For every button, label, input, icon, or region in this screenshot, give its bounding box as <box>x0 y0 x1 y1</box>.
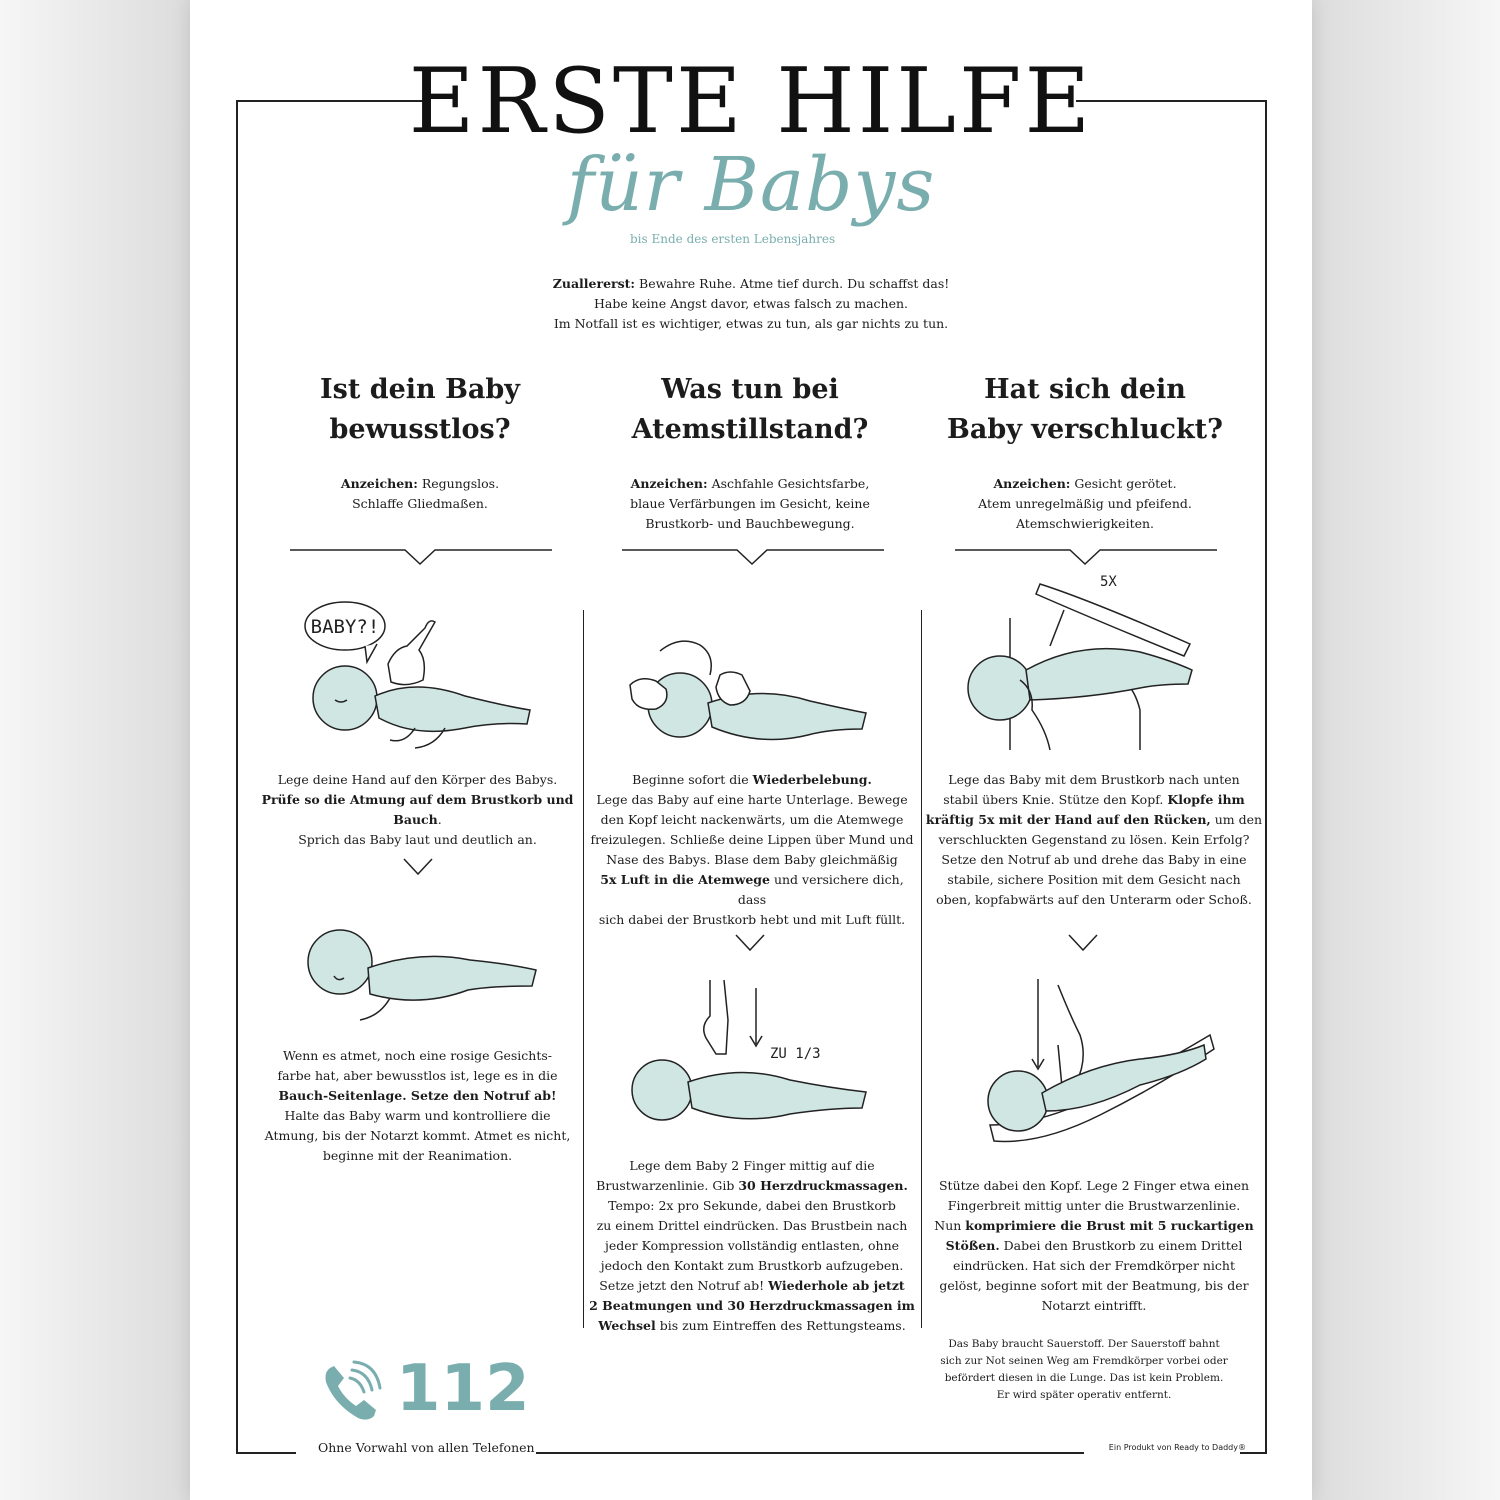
text-line: Fingerbreit mittig unter die Brustwarzenlinie. <box>947 1198 1241 1213</box>
text-line: stabil übers Knie. Stütze den Kopf. <box>943 792 1168 807</box>
speech-bubble-text: BABY?! <box>310 616 380 638</box>
left-backdrop <box>0 0 190 1500</box>
text-line: Setze jetzt den Notruf ab! <box>599 1278 769 1293</box>
signs-line-3: Brustkorb- und Bauchbewegung. <box>645 516 855 531</box>
signs-line-2: Schlaffe Gliedmaßen. <box>352 496 488 511</box>
check-breathing-illustration <box>295 588 545 758</box>
text-line: Nase des Babys. Blase dem Baby gleichmäßig <box>606 852 898 867</box>
text-line: Beginne sofort die <box>632 772 753 787</box>
column-title <box>270 370 570 450</box>
text-line: gelöst, beginne sofort mit der Beatmung, bis der <box>939 1278 1249 1293</box>
signs-line-1: Regungslos. <box>417 476 500 491</box>
column-title-line-2: Baby verschluckt? <box>947 414 1223 445</box>
text-line: Tempo: 2x pro Sekunde, dabei den Brustkorb <box>608 1198 896 1213</box>
text-line: stabile, sichere Position mit dem Gesicht nach <box>947 872 1241 887</box>
text-line-bold: 5x Luft in die Atemwege <box>600 872 770 887</box>
text-line-bold: Wiederbelebung. <box>752 772 872 787</box>
intro-text <box>190 274 1312 334</box>
chest-compression-illustration <box>630 980 870 1130</box>
recovery-position-illustration <box>290 920 540 1030</box>
text-line: farbe hat, aber bewusstlos ist, lege es in die <box>277 1068 558 1083</box>
text-line-bold: 2 Beatmungen und 30 Herzdruckmassagen im <box>589 1298 915 1313</box>
text-line: Atmung, bis der Notarzt kommt. Atmet es nicht, <box>264 1128 571 1143</box>
poster <box>190 0 1312 1500</box>
text-line: jeder Kompression vollständig entlasten, ohne <box>604 1238 900 1253</box>
column-separator-1 <box>583 610 584 1328</box>
text-line: sich zur Not seinen Weg am Fremdkörper vorbei oder <box>940 1355 1228 1367</box>
signs-text <box>600 474 900 534</box>
text-line-bold: Bauch-Seitenlage. Setze den Notruf ab! <box>278 1088 557 1103</box>
signs-text <box>935 474 1235 534</box>
back-blows-illustration <box>960 570 1210 760</box>
unconscious-step-1-text <box>250 770 585 850</box>
choking-step-2-text <box>923 1176 1265 1316</box>
text-line: verschluckten Gegenstand zu lösen. Kein Erfolg? <box>938 832 1250 847</box>
text-line: freizulegen. Schließe deine Lippen über Mund und <box>590 832 914 847</box>
signs-label: Anzeichen: <box>993 476 1071 491</box>
chevron-down-icon <box>1068 934 1098 952</box>
text-line: den Kopf leicht nackenwärts, um die Atemwege <box>600 812 904 827</box>
text-line-bold: 30 Herzdruckmassagen. <box>738 1178 908 1193</box>
column-title <box>600 370 900 450</box>
text-line: oben, kopfabwärts auf den Unterarm oder Schoß. <box>936 892 1252 907</box>
signs-label: Anzeichen: <box>630 476 708 491</box>
subtitle-note: bis Ende des ersten Lebensjahres <box>630 232 836 246</box>
chevron-down-icon <box>403 858 433 876</box>
frame-bottom-mid <box>536 1452 1084 1454</box>
column-title <box>935 370 1235 450</box>
text-line: bis zum Eintreffen des Rettungsteams. <box>655 1318 906 1333</box>
text-line-bold: Klopfe ihm <box>1167 792 1245 807</box>
right-backdrop <box>1310 0 1500 1500</box>
text-line: sich dabei der Brustkorb hebt und mit Luft füllt. <box>598 912 906 927</box>
text-line: Lege dem Baby 2 Finger mittig auf die <box>629 1158 875 1173</box>
column-title-line-2: Atemstillstand? <box>631 414 869 445</box>
signs-line-3: Atemschwierigkeiten. <box>1015 516 1155 531</box>
text-line-bold: Stößen. <box>945 1238 1000 1253</box>
oxygen-footnote <box>930 1336 1238 1404</box>
signs-text <box>270 474 570 514</box>
text-line: Lege das Baby mit dem Brustkorb nach unten <box>948 772 1240 787</box>
column-1-divider <box>290 540 552 566</box>
text-line-bold: Wiederhole ab jetzt <box>768 1278 905 1293</box>
text-line: Nun <box>934 1218 966 1233</box>
column-3-divider <box>955 540 1217 566</box>
text-line: Stütze dabei den Kopf. Lege 2 Finger etwa einen <box>938 1178 1250 1193</box>
text-line: zu einem Drittel eindrücken. Das Brustbein nach <box>596 1218 908 1233</box>
respiratory-step-2-text <box>587 1156 917 1336</box>
product-credit: Ein Produkt von Ready to Daddy® <box>1108 1443 1246 1452</box>
text-line: . <box>437 812 442 827</box>
text-line: Sprich das Baby laut und deutlich an. <box>298 832 537 847</box>
text-line: Brustwarzenlinie. Gib <box>596 1178 739 1193</box>
unconscious-step-2-text <box>250 1046 585 1166</box>
intro-line-3: Im Notfall ist es wichtiger, etwas zu tun, als gar nichts zu tun. <box>553 316 949 331</box>
text-line: Setze den Notruf ab und drehe das Baby in eine <box>941 852 1247 867</box>
text-line: um den <box>1210 812 1263 827</box>
text-line: eindrücken. Hat sich der Fremdkörper nicht <box>952 1258 1236 1273</box>
compression-depth-note: ZU 1/3 <box>770 1046 821 1062</box>
text-line-bold: Wechsel <box>598 1318 656 1333</box>
frame-bottom-right <box>1240 1452 1267 1454</box>
text-line: Dabei den Brustkorb zu einem Drittel <box>999 1238 1243 1253</box>
text-line: Wenn es atmet, noch eine rosige Gesichts- <box>283 1048 552 1063</box>
text-line: Lege deine Hand auf den Körper des Babys. <box>277 772 558 787</box>
signs-line-2: Atem unregelmäßig und pfeifend. <box>978 496 1192 511</box>
phone-icon <box>320 1360 384 1424</box>
column-title-line-1: Hat sich dein <box>984 374 1186 405</box>
signs-line-2: blaue Verfärbungen im Gesicht, keine <box>630 496 870 511</box>
signs-line-1: Gesicht gerötet. <box>1070 476 1177 491</box>
intro-line-1: Bewahre Ruhe. Atme tief durch. Du schaffst das! <box>635 276 950 291</box>
emergency-number[interactable]: 112 <box>396 1352 530 1426</box>
text-line: Lege das Baby auf eine harte Unterlage. Bewege <box>596 792 908 807</box>
frame-bottom-left <box>236 1452 296 1454</box>
column-title-line-1: Was tun bei <box>661 374 839 405</box>
intro-lead: Zuallererst: <box>552 276 636 291</box>
text-line-bold: komprimiere die Brust mit 5 ruckartigen <box>965 1218 1254 1233</box>
respiratory-step-1-text <box>587 770 917 930</box>
column-unconscious <box>270 370 570 514</box>
column-2-divider <box>622 540 884 566</box>
chest-thrusts-illustration <box>980 975 1220 1155</box>
chevron-down-icon <box>735 934 765 952</box>
text-line: und versichere dich, dass <box>737 872 904 907</box>
text-line: Das Baby braucht Sauerstoff. Der Sauerstoff bahnt <box>948 1338 1220 1350</box>
intro-line-2: Habe keine Angst davor, etwas falsch zu machen. <box>593 296 909 311</box>
column-title-line-2: bewusstlos? <box>329 414 511 445</box>
text-line: Er wird später operativ entfernt. <box>996 1389 1172 1401</box>
rescue-breath-illustration <box>620 625 870 765</box>
choking-step-1-text <box>923 770 1265 910</box>
text-line: befördert diesen in die Lunge. Das ist kein Problem. <box>944 1372 1224 1384</box>
column-respiratory-arrest <box>600 370 900 534</box>
text-line: beginne mit der Reanimation. <box>322 1148 513 1163</box>
back-blows-count-note: 5X <box>1100 574 1117 590</box>
page-subtitle: für Babys <box>566 142 936 228</box>
emergency-note: Ohne Vorwahl von allen Telefonen <box>318 1440 535 1455</box>
signs-line-1: Aschfahle Gesichtsfarbe, <box>707 476 870 491</box>
text-line: Halte das Baby warm und kontrolliere die <box>284 1108 551 1123</box>
text-line: Notarzt eintrifft. <box>1041 1298 1147 1313</box>
column-title-line-1: Ist dein Baby <box>320 374 520 405</box>
column-separator-2 <box>921 610 922 1328</box>
text-line: jedoch den Kontakt zum Brustkorb aufzugeben. <box>600 1258 904 1273</box>
column-choking <box>935 370 1235 534</box>
signs-label: Anzeichen: <box>340 476 418 491</box>
page-title: ERSTE HILFE <box>408 49 1094 154</box>
text-line-bold: Prüfe so die Atmung auf dem Brustkorb und Bauch <box>261 792 574 827</box>
text-line-bold: kräftig 5x mit der Hand auf den Rücken, <box>925 812 1211 827</box>
